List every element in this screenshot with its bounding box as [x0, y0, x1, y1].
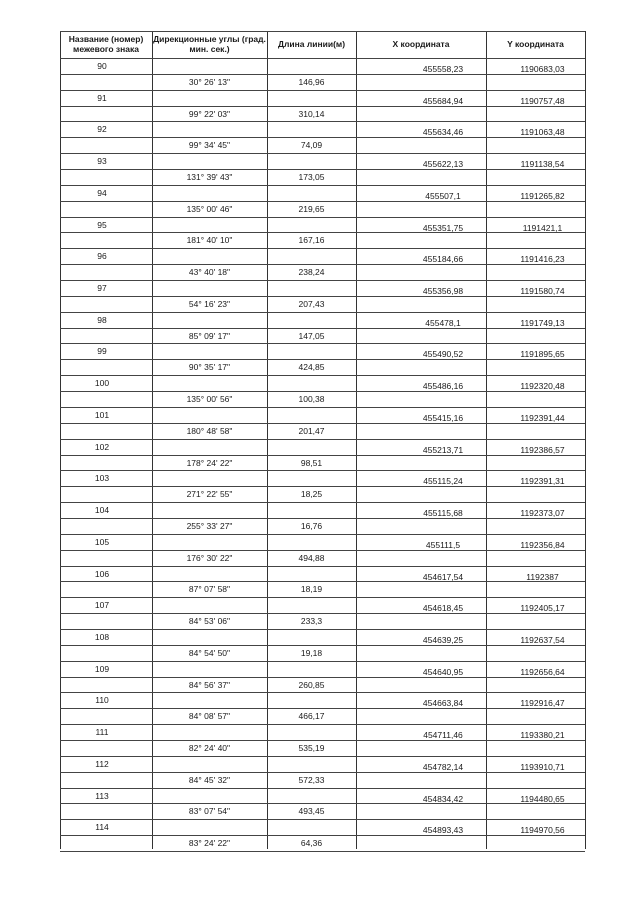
- line-length: 535,19: [298, 743, 325, 753]
- table-row-border: [60, 31, 585, 32]
- y-coordinate: 1192405,17: [520, 603, 565, 613]
- point-number: 92: [97, 124, 107, 134]
- y-coordinate: 1192320,48: [520, 381, 565, 391]
- direction-angle: 87° 07' 58": [188, 584, 231, 594]
- header-y: Y координата: [507, 38, 564, 49]
- direction-angle: 83° 07' 54": [188, 806, 231, 816]
- x-coordinate: 454663,84: [422, 698, 464, 708]
- x-coordinate: 455486,16: [422, 381, 464, 391]
- y-coordinate: 1191580,74: [520, 286, 565, 296]
- y-coordinate: 1192391,31: [520, 476, 565, 486]
- y-coordinate: 1192387: [526, 572, 559, 582]
- line-length: 201,47: [298, 426, 325, 436]
- line-length: 219,65: [298, 204, 325, 214]
- header-name: Название (номер) межевого знака: [68, 34, 144, 54]
- line-length: 147,05: [298, 331, 325, 341]
- point-number: 90: [97, 61, 107, 71]
- point-number: 110: [95, 695, 109, 705]
- line-length: 74,09: [300, 140, 323, 150]
- y-coordinate: 1193380,21: [520, 730, 565, 740]
- x-coordinate: 455415,16: [422, 413, 464, 423]
- point-number: 109: [94, 664, 110, 674]
- line-length: 18,25: [300, 489, 323, 499]
- y-coordinate: 1190757,48: [520, 96, 565, 106]
- y-coordinate: 1191416,23: [520, 254, 565, 264]
- direction-angle: 99° 22' 03": [188, 109, 231, 119]
- line-length: 424,85: [298, 362, 325, 372]
- y-coordinate: 1194480,65: [520, 794, 565, 804]
- x-coordinate: 455351,75: [422, 223, 464, 233]
- line-length: 100,38: [298, 394, 325, 404]
- point-number: 102: [94, 442, 110, 452]
- line-length: 494,88: [298, 553, 325, 563]
- point-number: 98: [97, 315, 107, 325]
- y-coordinate: 1191895,65: [520, 349, 565, 359]
- line-length: 207,43: [298, 299, 325, 309]
- x-coordinate: 455115,68: [423, 508, 463, 518]
- point-number: 111: [95, 727, 109, 737]
- table-row-border: [60, 851, 585, 852]
- direction-angle: 178° 24' 22": [186, 458, 233, 468]
- line-length: 18,19: [300, 584, 323, 594]
- y-coordinate: 1193910,71: [520, 762, 565, 772]
- x-coordinate: 454618,45: [422, 603, 464, 613]
- direction-angle: 131° 39' 43": [186, 172, 233, 182]
- point-number: 96: [97, 251, 107, 261]
- direction-angle: 90° 35' 17": [188, 362, 231, 372]
- direction-angle: 54° 16' 23": [188, 299, 231, 309]
- direction-angle: 135° 00' 46": [186, 204, 233, 214]
- line-length: 98,51: [300, 458, 323, 468]
- y-coordinate: 1190683,03: [520, 64, 565, 74]
- line-length: 493,45: [298, 806, 325, 816]
- x-coordinate: 454639,25: [422, 635, 464, 645]
- x-coordinate: 454893,43: [422, 825, 464, 835]
- x-coordinate: 454782,14: [422, 762, 464, 772]
- x-coordinate: 454617,54: [422, 572, 464, 582]
- x-coordinate: 455558,23: [422, 64, 464, 74]
- point-number: 114: [95, 822, 109, 832]
- line-length: 167,16: [298, 235, 325, 245]
- direction-angle: 180° 48' 58": [186, 426, 233, 436]
- line-length: 19,18: [300, 648, 323, 658]
- point-number: 106: [94, 569, 110, 579]
- direction-angle: 271° 22' 55": [186, 489, 233, 499]
- line-length: 260,85: [298, 680, 325, 690]
- header-x: X координата: [392, 38, 450, 49]
- x-coordinate: 454834,42: [422, 794, 464, 804]
- x-coordinate: 454711,46: [423, 730, 463, 740]
- point-number: 107: [94, 600, 110, 610]
- line-length: 233,3: [300, 616, 323, 626]
- direction-angle: 82° 24' 40": [188, 743, 231, 753]
- y-coordinate: 1191421,1: [522, 223, 563, 233]
- y-coordinate: 1192356,84: [520, 540, 565, 550]
- point-number: 112: [95, 759, 109, 769]
- point-number: 95: [97, 220, 107, 230]
- y-coordinate: 1192391,44: [520, 413, 565, 423]
- direction-angle: 85° 09' 17": [188, 331, 231, 341]
- direction-angle: 84° 54' 50": [188, 648, 231, 658]
- direction-angle: 181° 40' 10": [186, 235, 233, 245]
- x-coordinate: 454640,95: [422, 667, 464, 677]
- y-coordinate: 1192656,64: [520, 667, 565, 677]
- line-length: 16,76: [300, 521, 323, 531]
- point-number: 93: [97, 156, 107, 166]
- point-number: 108: [94, 632, 110, 642]
- y-coordinate: 1192637,54: [520, 635, 565, 645]
- direction-angle: 176° 30' 22": [186, 553, 233, 563]
- y-coordinate: 1191063,48: [520, 127, 565, 137]
- x-coordinate: 455478,1: [425, 318, 461, 328]
- line-length: 310,14: [298, 109, 325, 119]
- point-number: 101: [94, 410, 110, 420]
- direction-angle: 30° 26' 13": [188, 77, 231, 87]
- x-coordinate: 455684,94: [422, 96, 464, 106]
- direction-angle: 255° 33' 27": [186, 521, 233, 531]
- header-angle: Дирекционные углы (град. мин. сек.): [153, 34, 266, 54]
- point-number: 104: [94, 505, 110, 515]
- point-number: 103: [94, 473, 110, 483]
- y-coordinate: 1192373,07: [520, 508, 565, 518]
- x-coordinate: 455507,1: [425, 191, 461, 201]
- y-coordinate: 1192386,57: [520, 445, 565, 455]
- y-coordinate: 1194970,56: [520, 825, 565, 835]
- y-coordinate: 1191265,82: [520, 191, 565, 201]
- point-number: 97: [97, 283, 107, 293]
- point-number: 91: [97, 93, 107, 103]
- table-column-border: [585, 31, 586, 849]
- line-length: 238,24: [298, 267, 325, 277]
- line-length: 146,96: [298, 77, 325, 87]
- x-coordinate: 455622,13: [422, 159, 464, 169]
- point-number: 94: [97, 188, 107, 198]
- direction-angle: 99° 34' 45": [188, 140, 231, 150]
- x-coordinate: 455490,52: [422, 349, 464, 359]
- y-coordinate: 1191138,54: [520, 159, 565, 169]
- direction-angle: 84° 56' 37": [188, 680, 231, 690]
- direction-angle: 43° 40' 18": [188, 267, 231, 277]
- line-length: 572,33: [298, 775, 325, 785]
- point-number: 100: [94, 378, 110, 388]
- direction-angle: 84° 08' 57": [188, 711, 231, 721]
- direction-angle: 83° 24' 22": [188, 838, 231, 848]
- x-coordinate: 455356,98: [422, 286, 464, 296]
- line-length: 173,05: [298, 172, 325, 182]
- x-coordinate: 455115,24: [423, 476, 463, 486]
- point-number: 113: [95, 791, 109, 801]
- boundary-coordinates-table: [60, 31, 585, 849]
- line-length: 64,36: [300, 838, 323, 848]
- x-coordinate: 455111,5: [425, 540, 461, 550]
- direction-angle: 135° 00' 56": [186, 394, 233, 404]
- direction-angle: 84° 53' 06": [188, 616, 231, 626]
- x-coordinate: 455634,46: [422, 127, 464, 137]
- y-coordinate: 1191749,13: [520, 318, 565, 328]
- x-coordinate: 455184,66: [422, 254, 464, 264]
- y-coordinate: 1192916,47: [520, 698, 565, 708]
- x-coordinate: 455213,71: [422, 445, 464, 455]
- header-length: Длина линии(м): [277, 38, 346, 49]
- point-number: 99: [97, 346, 107, 356]
- line-length: 466,17: [298, 711, 325, 721]
- direction-angle: 84° 45' 32": [188, 775, 231, 785]
- point-number: 105: [94, 537, 110, 547]
